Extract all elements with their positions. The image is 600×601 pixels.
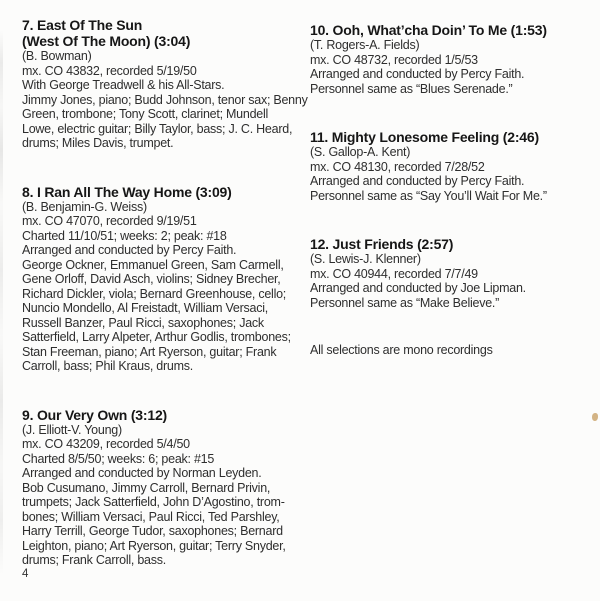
track-arranger: Arranged and conducted by Norman Leyden.: [22, 466, 262, 480]
track-personnel-line: Satterfield, Larry Alpeter, Arthur Godlis, trombones;: [22, 330, 291, 344]
track-entry-9: [22, 407, 314, 568]
track-entry-8: [22, 184, 314, 374]
track-matrix-info: mx. CO 43832, recorded 5/19/50: [22, 63, 197, 78]
track-matrix-info: mx. CO 48130, recorded 7/28/52: [310, 159, 485, 174]
track-arranger: Arranged and conducted by Percy Faith.: [310, 174, 525, 188]
track-matrix-info: mx. CO 40944, recorded 7/7/49: [310, 266, 478, 281]
track-personnel-line: drums; Frank Carroll, bass.: [22, 553, 166, 567]
track-title-line2: (West Of The Moon) (3:04): [22, 33, 191, 49]
track-personnel-ref: Personnel same as “Blues Serenade.”: [310, 81, 513, 96]
track-personnel-ref: Personnel same as “Make Believe.”: [310, 295, 500, 310]
track-personnel-line: Russell Banzer, Paul Ricci, saxophones; Jack: [22, 315, 264, 330]
track-personnel-line: Green, trombone; Tony Scott, clarinet; Mundell: [22, 107, 269, 121]
track-title: 10. Ooh, What’cha Doin’ To Me (1:53): [310, 22, 547, 38]
track-personnel-line: trumpets; Jack Satterfield, John D’Agostino, trom-: [22, 495, 285, 509]
track-composer: (S. Lewis-J. Klenner): [310, 252, 421, 266]
track-personnel-line: bones; William Versaci, Paul Ricci, Ted Parshley,: [22, 509, 280, 524]
track-personnel-line: Stan Freeman, piano; Art Ryerson, guitar; Frank: [22, 344, 277, 359]
track-personnel-line: Bob Cusumano, Jimmy Carroll, Bernard Privin,: [22, 480, 271, 495]
scan-speck-artifact: [592, 413, 598, 421]
track-matrix-info: mx. CO 43209, recorded 5/4/50: [22, 437, 190, 451]
track-title: 8. I Ran All The Way Home (3:09): [22, 183, 232, 200]
track-entry-11: [310, 129, 596, 203]
track-personnel-line: Lowe, electric guitar; Billy Taylor, bass; J. C. Heard,: [22, 121, 293, 136]
track-entry-10: [310, 22, 596, 96]
track-composer: (S. Gallop-A. Kent): [310, 145, 411, 159]
track-arranger: Arranged and conducted by Joe Lipman.: [310, 281, 526, 295]
track-composer: (B. Bowman): [22, 49, 92, 63]
track-personnel-line: drums; Miles Davis, trumpet.: [22, 136, 174, 150]
mono-recordings-note: All selections are mono recordings: [310, 343, 493, 357]
left-column: [22, 17, 314, 601]
track-arranger: Arranged and conducted by Percy Faith.: [310, 67, 525, 81]
track-personnel-line: Leighton, piano; Art Ryerson, guitar; Terry Snyder,: [22, 538, 286, 553]
track-credit-line: With George Treadwell & his All-Stars.: [22, 78, 225, 92]
track-personnel-line: Carroll, bass; Phil Kraus, drums.: [22, 359, 193, 373]
track-personnel-line: George Ockner, Emmanuel Green, Sam Carmell,: [22, 257, 284, 272]
track-composer: (T. Rogers-A. Fields): [310, 38, 420, 52]
track-title: 7. East Of The Sun: [22, 17, 143, 33]
track-personnel-line: Jimmy Jones, piano; Budd Johnson, tenor sax; Benny: [22, 92, 308, 107]
track-composer: (J. Elliott-V. Young): [22, 422, 122, 437]
track-matrix-info: mx. CO 48732, recorded 1/5/53: [310, 52, 478, 67]
track-arranger: Arranged and conducted by Percy Faith.: [22, 243, 237, 257]
scan-edge-artifact: [0, 30, 3, 575]
track-personnel-line: Harry Terrill, George Tudor, saxophones; Bernard: [22, 524, 283, 538]
track-entry-7: [22, 17, 314, 151]
track-chart-info: Charted 11/10/51; weeks: 2; peak: #18: [22, 228, 227, 243]
track-personnel-line: Nuncio Mondello, Al Freistadt, William Versaci,: [22, 301, 268, 315]
track-title: 9. Our Very Own (3:12): [22, 406, 167, 423]
track-personnel-ref: Personnel same as “Say You’ll Wait For Me.”: [310, 188, 547, 203]
track-chart-info: Charted 8/5/50; weeks: 6; peak: #15: [22, 451, 215, 466]
right-column: [310, 22, 596, 358]
track-title: 11. Mighty Lonesome Feeling (2:46): [310, 129, 539, 145]
page-number: 4: [22, 568, 29, 580]
track-personnel-line: Richard Dickler, viola; Bernard Greenhouse, cello;: [22, 286, 287, 301]
track-title: 12. Just Friends (2:57): [310, 236, 454, 252]
track-entry-12: [310, 236, 596, 310]
track-matrix-info: mx. CO 47070, recorded 9/19/51: [22, 214, 197, 228]
track-personnel-line: Gene Orloff, David Asch, violins; Sidney Brecher,: [22, 272, 281, 286]
track-composer: (B. Benjamin-G. Weiss): [22, 199, 147, 214]
